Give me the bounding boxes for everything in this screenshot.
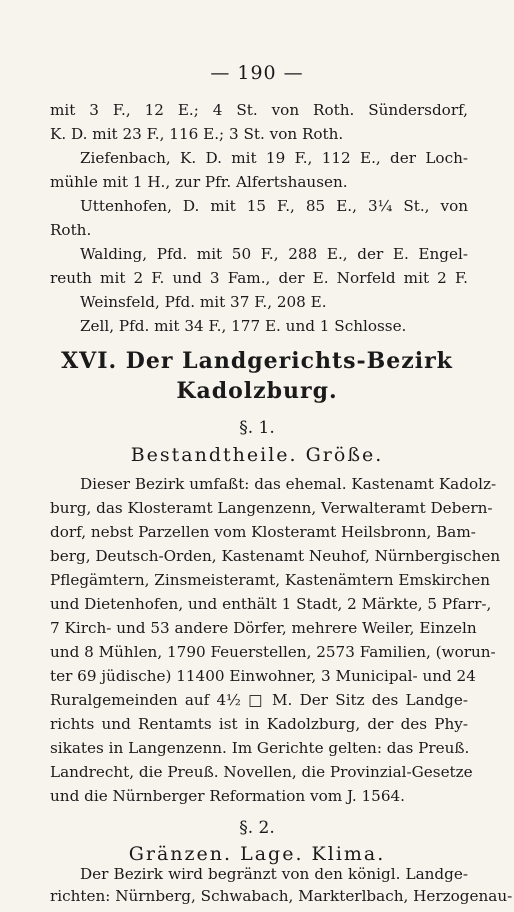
text-line: 7 Kirch- und 53 andere Dörfer, mehrere Weiler, Einzeln [50,619,477,637]
text-line: Landrecht, die Preuß. Novellen, die Provinzial-Gesetze [50,763,473,781]
text-line: und 8 Mühlen, 1790 Feuerstellen, 2573 Familien, (worun- [50,643,496,661]
text-line: mit 3 F., 12 E.; 4 St. von Roth. Sündersdorf, [50,101,468,119]
text-line: richts und Rentamts ist in Kadolzburg, der des Phy- [50,715,468,733]
text-line: burg, das Klosteramt Langenzenn, Verwalteramt Debern- [50,499,493,517]
section-title: Gränzen. Lage. Klima. [128,843,386,865]
text-line: K. D. mit 23 F., 116 E.; 3 St. von Roth. [50,125,344,143]
text-line: mühle mit 1 H., zur Pfr. Alfertshausen. [50,173,348,191]
chapter-heading: Kadolzburg. [176,378,338,404]
section-number: §. 2. [239,818,275,838]
text-line: Dieser Bezirk umfaßt: das ehemal. Kastenamt Kadolz- [80,475,497,493]
text-line: ter 69 jüdische) 11400 Einwohner, 3 Municipal- und 24 [50,667,476,685]
section-number: §. 1. [239,418,275,438]
text-line: und die Nürnberger Reformation vom J. 1564. [50,787,405,805]
page-number: — 190 — [210,62,304,84]
text-line: und Dietenhofen, und enthält 1 Stadt, 2 Märkte, 5 Pfarr-, [50,595,492,613]
text-line: dorf, nebst Parzellen vom Klosteramt Heilsbronn, Bam- [50,523,476,541]
text-line: Walding, Pfd. mit 50 F., 288 E., der E. Engel- [80,245,468,263]
text-line: berg, Deutsch-Orden, Kastenamt Neuhof, Nürnbergischen [50,547,501,565]
text-line: Ruralgemeinden auf 4½ □ M. Der Sitz des Landge- [50,691,468,709]
text-line: sikates in Langenzenn. Im Gerichte gelten: das Preuß. [50,739,470,757]
text-line: Der Bezirk wird begränzt von den königl. Landge- [80,865,468,883]
text-line: richten: Nürnberg, Schwabach, Markterlbach, Herzogenau- [50,887,513,905]
text-line: Pflegämtern, Zinsmeisteramt, Kastenämtern Emskirchen [50,571,491,589]
text-line: Uttenhofen, D. mit 15 F., 85 E., 3¼ St., von [80,197,468,215]
text-line: reuth mit 2 F. und 3 Fam., der E. Norfeld mit 2 F. [50,269,468,287]
text-line: Ziefenbach, K. D. mit 19 F., 112 E., der Loch- [80,149,468,167]
chapter-heading: XVI. Der Landgerichts-Bezirk [61,348,453,374]
text-line: Weinsfeld, Pfd. mit 37 F., 208 E. [80,293,327,311]
section-title: Bestandtheile. Größe. [130,444,384,466]
text-line: Zell, Pfd. mit 34 F., 177 E. und 1 Schlosse. [80,317,407,335]
text-line: Roth. [50,221,92,239]
